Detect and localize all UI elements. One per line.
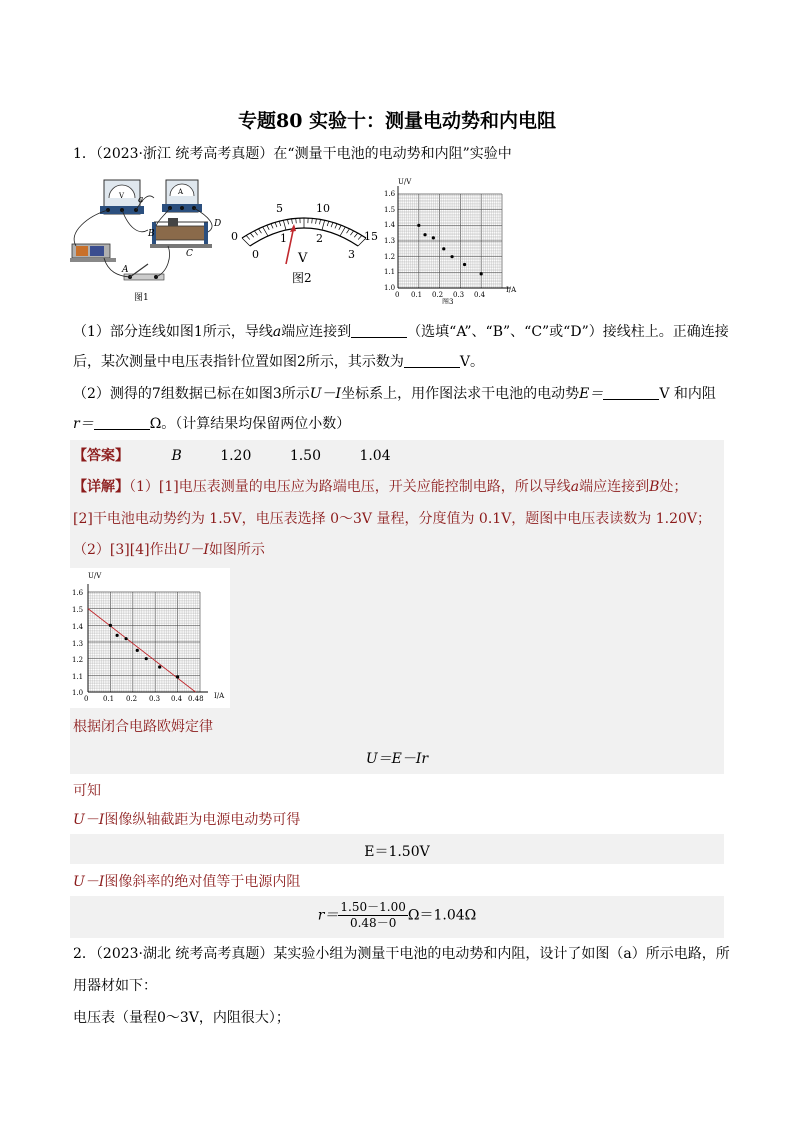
meter-needle: [286, 226, 294, 264]
c1-y-1.6: 1.6: [384, 190, 396, 198]
c1-ylabel: U/V: [398, 178, 412, 186]
meter-tick: [335, 224, 337, 229]
fig1-caption: 图1: [134, 293, 149, 303]
q1-part1-line1: （1）部分连线如图1所示，导线a端应连接到 （选填“A”、“B”、“C”或“D”）接线柱上。正确连接: [73, 324, 729, 340]
c1-x-0.4: 0.4: [474, 291, 486, 299]
meter-bot-3: 3: [348, 248, 355, 261]
c1-y-1.3: 1.3: [384, 237, 396, 245]
answer-1: B: [171, 448, 182, 464]
meter-top-15: 15: [364, 230, 378, 243]
detail-know: 可知: [73, 783, 101, 799]
fig2-caption: 图2: [292, 271, 312, 285]
ui-scatter-chart: [382, 174, 522, 304]
meter-tick: [246, 235, 250, 239]
meter-tick: [242, 238, 250, 246]
data-point: [442, 247, 445, 250]
meter-tick: [327, 221, 329, 226]
meter-tick: [322, 220, 325, 230]
meter-tick: [347, 229, 350, 233]
page-title: 专题80 实验十：测量电动势和内电阻: [237, 110, 557, 132]
fig3-caption: 图3: [442, 298, 454, 304]
meter-tick: [259, 229, 262, 233]
meter-tick: [287, 219, 288, 224]
detail-law: 根据闭合电路欧姆定律: [73, 719, 213, 735]
meter-tick: [316, 219, 317, 224]
equation-3: r＝ $\frac{1.50-1.00}{0.48-0}\Omega=1.04\Omega$: [317, 900, 477, 930]
q2-item1: 电压表（量程0～3V，内阻很大）；: [73, 1010, 290, 1026]
data-point: [109, 624, 112, 627]
q1-part2-line2: r＝ Ω。（计算结果均保留两位小数）: [73, 416, 351, 432]
meter-tick: [340, 227, 345, 236]
meter-tick: [354, 233, 357, 237]
label-B: B: [148, 229, 155, 239]
answer-line: 【答案】 B 1.20 1.50 1.04: [73, 448, 391, 464]
meter-bot-2: 2: [316, 232, 323, 245]
meter-tick: [339, 225, 341, 230]
detail-line4: U－I图像纵轴截距为电源电动势可得: [73, 812, 301, 828]
data-point: [145, 657, 148, 660]
blank-2: [404, 353, 460, 368]
meter-bot-1: 1: [280, 232, 287, 245]
c1-y-1.1: 1.1: [384, 268, 396, 276]
c1-x-0.2: 0.2: [432, 291, 444, 299]
c2-x-0.3: 0.3: [149, 695, 161, 703]
blank-3: [603, 385, 659, 400]
c1-x-0.3: 0.3: [453, 291, 465, 299]
detail-line1: 【详解】（1）[1]电压表测量的电压应为路端电压，开关应能控制电路，所以导线a端应连接到B处；: [73, 479, 688, 495]
meter-tick: [292, 219, 293, 224]
detail-line3: （2）[3][4]作出U－I如图所示: [73, 542, 265, 558]
fraction: $\frac{1.50-1.00}{0.48-0}$: [340, 900, 406, 930]
equation-2: E＝1.50V: [364, 844, 430, 860]
c2-y-1.4: 1.4: [72, 623, 84, 631]
c2-x-0.4: 0.4: [171, 695, 183, 703]
c2-xlabel: I/A: [214, 692, 225, 700]
meter-tick: [358, 235, 362, 239]
c1-y-1.4: 1.4: [384, 221, 396, 229]
answer-2: 1.20: [220, 448, 252, 464]
q1-part1-line2: 后，某次测量中电压表指针位置如图2所示，其示数为 V。: [73, 354, 485, 370]
c2-x-0.48: 0.48: [188, 695, 204, 703]
voltmeter-label: V: [119, 192, 125, 200]
meter-tick: [319, 219, 320, 224]
meter-tick: [250, 233, 253, 237]
c1-x-0: 0: [395, 291, 400, 299]
meter-tick: [283, 220, 286, 230]
meter-tick: [331, 222, 333, 227]
meter-top-10: 10: [316, 202, 330, 215]
blank-4: [94, 415, 150, 430]
detail-line5: U－I图像斜率的绝对值等于电源内阻: [73, 874, 301, 890]
c1-y-1.2: 1.2: [384, 253, 396, 261]
meter-unit: V: [298, 251, 308, 266]
c2-y-1.2: 1.2: [72, 656, 84, 664]
q1-intro: 1．（2023·浙江 统考高考真题）在“测量干电池的电动势和内阻”实验中: [73, 146, 512, 162]
c2-y-1.0: 1.0: [72, 689, 84, 697]
meter-bot-0: 0: [252, 248, 259, 261]
meter-tick: [254, 231, 257, 235]
data-point: [423, 233, 426, 236]
meter-tick: [312, 218, 313, 223]
c2-y-1.1: 1.1: [72, 673, 84, 681]
meter-tick: [275, 222, 277, 227]
blank-1: [351, 323, 407, 338]
c1-x-0.1: 0.1: [411, 291, 423, 299]
meter-tick: [350, 231, 353, 235]
c2-y-1.5: 1.5: [72, 606, 84, 614]
meter-top-0: 0: [231, 230, 238, 243]
data-point: [176, 675, 179, 678]
c2-x-0.1: 0.1: [103, 695, 115, 703]
answer-3: 1.50: [289, 448, 321, 464]
meter-tick: [279, 221, 281, 226]
meter-tick: [267, 225, 269, 230]
label-A: A: [122, 265, 129, 275]
q2-intro: 2．（2023·湖北 统考高考真题）某实验小组为测量干电池的电动势和内阻，设计了如图（a）所示电路，所: [73, 946, 730, 962]
detail-line2: [2]干电池电动势约为 1.5V，电压表选择 0～3V 量程，分度值为 0.1V，题图中电压表读数为 1.20V；: [73, 511, 712, 527]
meter-tick: [271, 224, 273, 229]
data-point: [450, 255, 453, 258]
data-point: [136, 649, 139, 652]
c2-y-1.6: 1.6: [72, 589, 84, 597]
meter-tick: [263, 227, 268, 236]
circuit-figure: [68, 176, 228, 304]
label-D: D: [214, 219, 222, 229]
c2-ylabel: U/V: [88, 572, 102, 580]
data-point: [158, 665, 161, 668]
data-point: [116, 634, 119, 637]
meter-top-5: 5: [276, 202, 283, 215]
equation-1: U＝E－Ir: [365, 751, 429, 767]
answer-4: 1.04: [359, 448, 391, 464]
q1-part2-line1: （2）测得的7组数据已标在如图3所示U－I坐标系上，用作图法求干电池的电动势E＝ V 和内阻: [73, 386, 716, 402]
label-C: C: [186, 249, 193, 259]
ui-fit-chart: [70, 568, 230, 708]
data-point: [124, 637, 127, 640]
ammeter-label: A: [178, 188, 184, 196]
data-point: [432, 236, 435, 239]
c1-xlabel: I/A: [506, 286, 517, 294]
meter-tick: [296, 218, 297, 223]
c2-x-0.2: 0.2: [126, 695, 138, 703]
c2-x-0: 0: [84, 695, 89, 703]
voltmeter-dial-figure: [228, 196, 384, 288]
data-point: [417, 224, 420, 227]
label-a: a: [138, 195, 144, 205]
c1-y-1.5: 1.5: [384, 206, 396, 214]
q2-intro2: 用器材如下：: [73, 978, 157, 994]
c2-y-1.3: 1.3: [72, 640, 84, 648]
c1-y-1.0: 1.0: [384, 284, 396, 292]
data-point: [480, 272, 483, 275]
data-point: [463, 263, 466, 266]
